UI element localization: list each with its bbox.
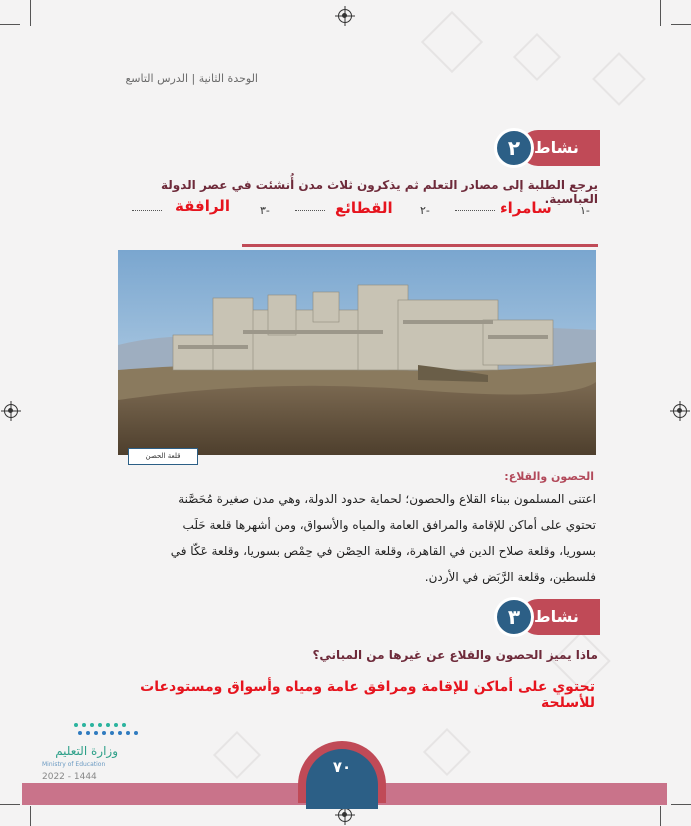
registration-mark-icon [4, 404, 18, 418]
decor-square [513, 33, 561, 81]
ministry-logo-icon [70, 720, 150, 740]
divider [242, 244, 598, 247]
crop-mark [30, 0, 31, 26]
blank-answer: الرافقة [175, 197, 230, 215]
page-number: ٧٠ [306, 749, 378, 809]
blank-number: ١- [580, 204, 590, 217]
body-line: اعتنى المسلمون ببناء القلاع والحصون؛ لحماية حدود الدولة، وهي مدن صغيرة مُحَصَّنة [178, 492, 596, 506]
activity-answer: تحتوي على أماكن للإقامة ومرافق عامة ومياه وأسواق ومستودعات للأسلحة [140, 679, 595, 711]
ministry-name-ar: وزارة التعليم [55, 744, 118, 758]
blank-line [295, 210, 325, 211]
castle-illustration [118, 250, 596, 455]
blank-answer: القطائع [335, 199, 393, 217]
body-line: تحتوي على أماكن للإقامة والمرافق العامة والمياه والأسواق، ومن أشهرها قلعة حَلَب [182, 518, 596, 532]
decor-square [592, 52, 646, 106]
photo-caption: قلعة الحصن [128, 448, 198, 465]
page-number-badge [298, 741, 386, 803]
edition-year: 2022 - 1444 [42, 772, 97, 782]
breadcrumb: الوحدة الثانية | الدرس التاسع [125, 72, 258, 85]
crop-mark [0, 24, 20, 25]
registration-mark-icon [338, 808, 352, 822]
activity-number: ٣ [494, 597, 534, 637]
castle-photo [118, 250, 596, 455]
crop-mark [671, 24, 691, 25]
registration-mark-icon [338, 9, 352, 23]
section-body [118, 486, 596, 590]
blank-number: ٣- [260, 204, 270, 217]
body-line: بسوريا، وقلعة صلاح الدين في القاهرة، وقلعة الحِصْن في حِمْص بسوريا، وقلعة عَكّا في [170, 544, 596, 558]
activity-number: ٢ [494, 128, 534, 168]
crop-mark [671, 804, 691, 805]
ministry-name-en: Ministry of Education [42, 761, 106, 768]
crop-mark [0, 804, 20, 805]
crop-mark [660, 0, 661, 26]
blank-answer: سامراء [500, 199, 552, 217]
section-title: الحصون والقلاع: [504, 470, 594, 483]
ministry-logo [40, 720, 160, 790]
blank-number: ٢- [420, 204, 430, 217]
crop-mark [660, 806, 661, 826]
decor-square [213, 731, 261, 779]
body-line: فلسطين، وقلعة الرَّبَض في الأردن. [424, 570, 596, 584]
activity-label: نشاط [534, 138, 579, 157]
answer-blanks-row [120, 196, 598, 222]
decor-square [423, 728, 471, 776]
activity-question: ماذا يميز الحصون والقلاع عن غيرها من المباني؟ [312, 648, 598, 662]
activity-label: نشاط [534, 607, 579, 626]
decor-square [421, 11, 483, 73]
registration-mark-icon [673, 404, 687, 418]
crop-mark [30, 806, 31, 826]
blank-line [132, 210, 162, 211]
activity-instruction: يرجع الطلبة إلى مصادر التعلم ثم يذكرون ثلاث مدن أُنشئت في عصر الدولة العباسية. [160, 178, 598, 206]
blank-line [455, 210, 495, 211]
